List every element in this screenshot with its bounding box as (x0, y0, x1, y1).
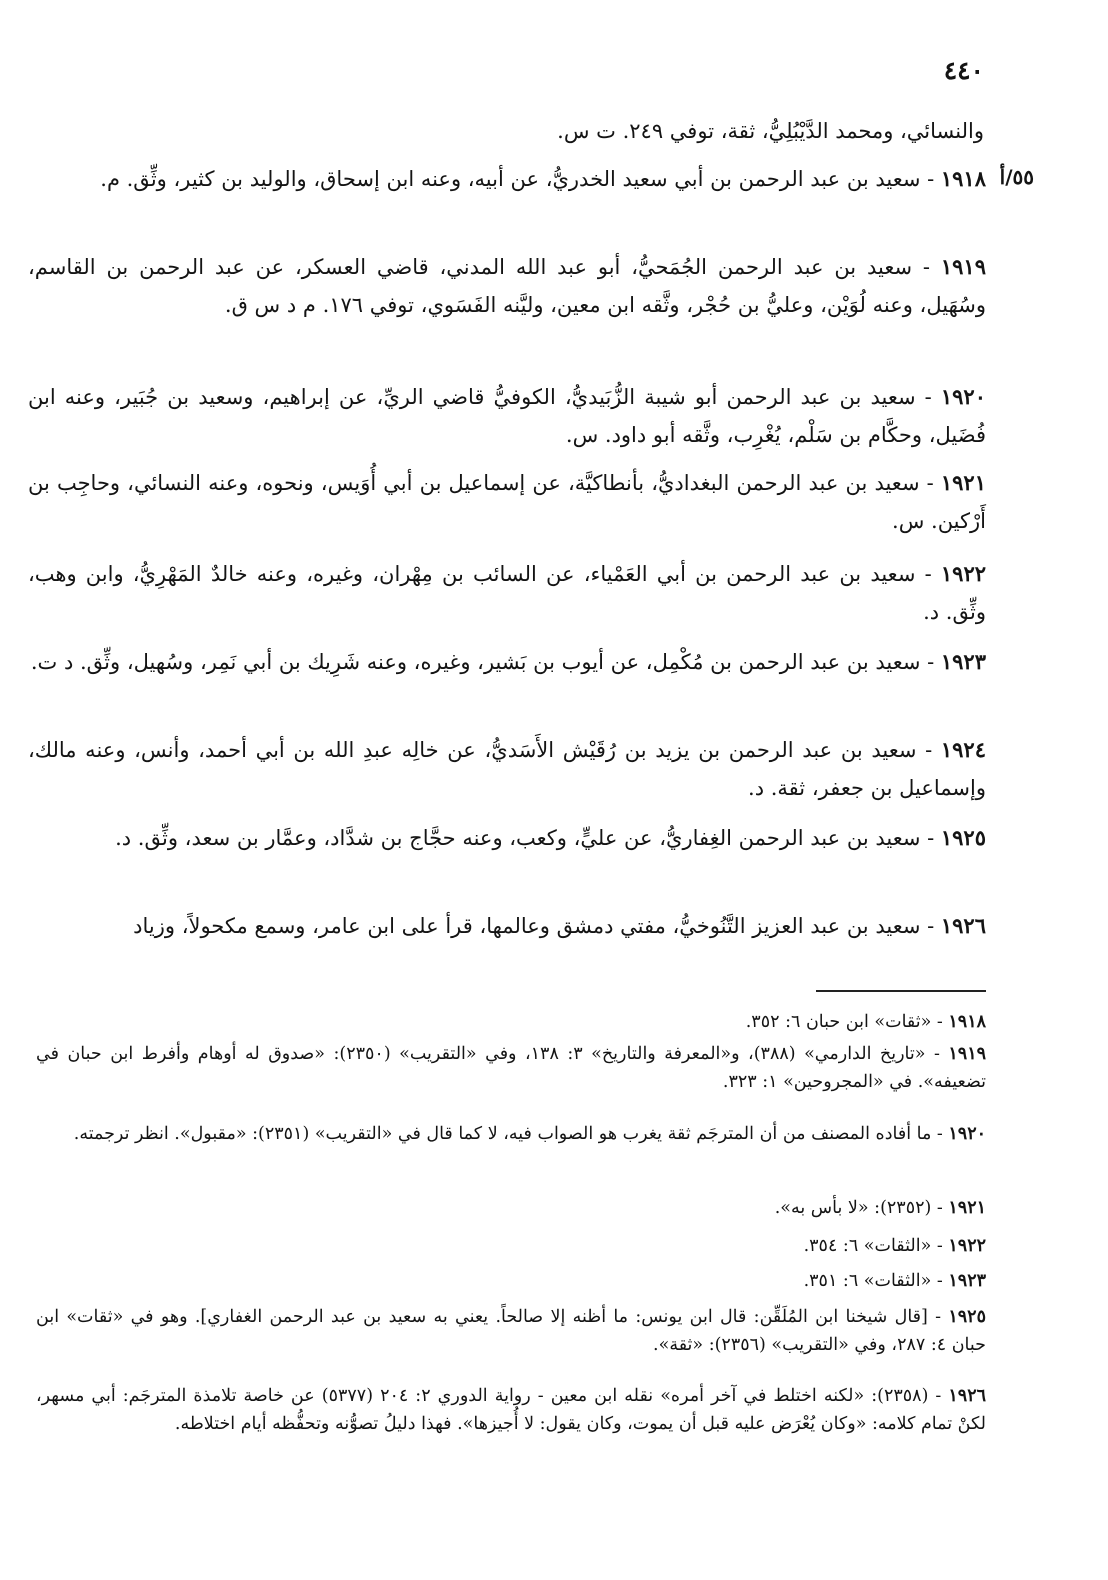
entry-number: ١٩٢٦ (940, 913, 986, 938)
manuscript-folio-marker: ٥٥/أ (999, 165, 1034, 189)
footnote-number: ١٩٢٠ (948, 1124, 986, 1144)
footnote-text: «تاريخ الدارمي» (٣٨٨)، و«المعرفة والتاريخ» ٣: ١٣٨، وفي «التقريب» (٢٣٥٠): «صدوق له أوهام وأفرط ابن حبان في تضعيفه». في «المجروحين» ١: ٣٢٣. (36, 1044, 986, 1092)
entry-number: ١٩١٨ (940, 166, 986, 191)
footnote-text: «الثقات» ٦: ٣٥٤. (803, 1236, 932, 1256)
footnote-text: «ثقات» ابن حبان ٦: ٣٥٢. (745, 1012, 932, 1032)
footnote-1922: ١٩٢٢ - «الثقات» ٦: ٣٥٤. (803, 1236, 986, 1256)
footnote-text: (٢٣٥٢): «لا بأس به». (774, 1198, 932, 1218)
entry-1923: ١٩٢٣ - سعيد بن عبد الرحمن بن مُكْمِل، عن أيوب بن بَشير، وغيره، وعنه شَرِيك بن أبي نَمِر، وسُهيل، وثِّق. د ت. (30, 649, 986, 674)
entry-number: ١٩١٩ (940, 254, 986, 279)
entry-number: ١٩٢٤ (940, 737, 986, 762)
entry-number: ١٩٢٠ (940, 384, 986, 409)
footnote-number: ١٩٢١ (948, 1198, 986, 1218)
footnote-1920: ١٩٢٠ - ما أفاده المصنف من أن المترجَم ثقة يغرب هو الصواب فيه، لا كما قال في «التقريب» (٢٣٥١): «مقبول». انظر ترجمته. (73, 1124, 986, 1144)
entry-text: سعيد بن عبد العزيز التَّنُوخيُّ، مفتي دمشق وعالمها، قرأ على ابن عامر، وسمع مكحولاً، وزياد (133, 914, 921, 938)
footnote-text: [قال شيخنا ابن المُلَقِّن: قال ابن يونس: ما أظنه إلا صالحاً. يعني به سعيد بن عبد الرحمن الغفاري]. وهو في «ثقات» ابن حبان ٤: ٢٨٧، وفي «التقريب» (٢٣٥٦): «ثقة». (36, 1307, 986, 1355)
entry-text: سعيد بن عبد الرحمن أبو شيبة الزُّبَيديُّ، الكوفيُّ قاضي الريِّ، عن إبراهيم، وسعيد بن جُبَير، وعنه ابن فُضَيل، وحكَّام بن سَلْم، يُغْرِب، وثَّقه أبو داود. س. (28, 385, 986, 447)
footnote-1923: ١٩٢٣ - «الثقات» ٦: ٣٥١. (803, 1271, 986, 1291)
entry-number: ١٩٢١ (940, 470, 986, 495)
entry-1918: ١٩١٨ - سعيد بن عبد الرحمن بن أبي سعيد الخدريُّ، عن أبيه، وعنه ابن إسحاق، والوليد بن كثير، وثِّق. م. (100, 166, 986, 191)
entry-text: سعيد بن عبد الرحمن بن مُكْمِل، عن أيوب بن بَشير، وغيره، وعنه شَرِيك بن أبي نَمِر، وسُهيل، وثِّق. د ت. (30, 650, 921, 674)
entry-1919: ١٩١٩ - سعيد بن عبد الرحمن الجُمَحيُّ، أبو عبد الله المدني، قاضي العسكر، عن عبد الرحمن بن القاسم، وسُهَيل، وعنه لُوَيْن، وعليُّ بن حُجْر، وثَّقه ابن معين، وليَّنه الفَسَوي، توفي ١٧٦. م د س ق. (28, 254, 986, 317)
footnote-text: (٢٣٥٨): «لكنه اختلط في آخر أمره» نقله ابن معين - رواية الدوري ٢: ٢٠٤ (٥٣٧٧) عن خاصة تلامذة المترجَم: أبي مسهر، لكنْ تمام كلامه: «وكان يُعْرَض عليه قبل أن يموت، وكان يقول: لا أُجيزها». فهذا دليلُ تصوُّنه وتحفُّظه أيام اختلاطه. (36, 1386, 986, 1434)
footnote-number: ١٩١٨ (948, 1012, 986, 1032)
footnote-number: ١٩٢٥ (948, 1307, 986, 1327)
footnote-text: «الثقات» ٦: ٣٥١. (803, 1271, 932, 1291)
entry-1922: ١٩٢٢ - سعيد بن عبد الرحمن بن أبي العَمْياء، عن السائب بن مِهْران، وغيره، وعنه خالدٌ المَهْرِيُّ، وابن وهب، وثِّق. د. (28, 561, 987, 624)
footnote-1918: ١٩١٨ - «ثقات» ابن حبان ٦: ٣٥٢. (745, 1012, 986, 1032)
entry-text: سعيد بن عبد الرحمن البغداديُّ، بأنطاكيَّة، عن إسماعيل بن أبي أُوَيس، ونحوه، وعنه النسائي، وحاجِب بن أَرْكين. س. (28, 471, 986, 533)
continuation-text: والنسائي، ومحمد الدَّيْبُلِيُّ، ثقة، توفي ٢٤٩. ت س. (557, 119, 984, 143)
footnote-number: ١٩٢٦ (948, 1386, 987, 1406)
entry-1921: ١٩٢١ - سعيد بن عبد الرحمن البغداديُّ، بأنطاكيَّة، عن إسماعيل بن أبي أُوَيس، ونحوه، وعنه النسائي، وحاجِب بن أَرْكين. س. (28, 470, 986, 533)
entry-text: سعيد بن عبد الرحمن بن أبي العَمْياء، عن السائب بن مِهْران، وغيره، وعنه خالدٌ المَهْرِيُّ، وابن وهب، وثِّق. د. (28, 562, 986, 624)
footnote-separator (816, 990, 986, 992)
footnote-text: ما أفاده المصنف من أن المترجَم ثقة يغرب هو الصواب فيه، لا كما قال في «التقريب» (٢٣٥١): «مقبول». انظر ترجمته. (73, 1124, 932, 1144)
page-number: ٤٤٠ (943, 56, 984, 85)
entry-1924: ١٩٢٤ - سعيد بن عبد الرحمن بن يزيد بن رُقَيْش الأَسَديُّ، عن خالِه عبدِ الله بن أبي أحمد، وأنس، وعنه مالك، وإسماعيل بن جعفر، ثقة. د. (28, 737, 986, 800)
entry-number: ١٩٢٥ (940, 825, 986, 850)
footnote-1921: ١٩٢١ - (٢٣٥٢): «لا بأس به». (774, 1198, 986, 1218)
entry-text: سعيد بن عبد الرحمن بن أبي سعيد الخدريُّ، عن أبيه، وعنه ابن إسحاق، والوليد بن كثير، وثِّق. م. (100, 167, 921, 191)
footnote-number: ١٩٢٢ (948, 1236, 986, 1256)
footnote-number: ١٩٢٣ (948, 1271, 986, 1291)
footnote-1925: ١٩٢٥ - [قال شيخنا ابن المُلَقِّن: قال ابن يونس: ما أظنه إلا صالحاً. يعني به سعيد بن عبد الرحمن الغفاري]. وهو في «ثقات» ابن حبان ٤: ٢٨٧، وفي «التقريب» (٢٣٥٦): «ثقة». (36, 1307, 986, 1355)
entry-1925: ١٩٢٥ - سعيد بن عبد الرحمن الغِفاريُّ، عن عليٍّ، وكعب، وعنه حجَّاج بن شدَّاد، وعمَّار بن سعد، وثِّق. د. (115, 825, 986, 850)
entry-1920: ١٩٢٠ - سعيد بن عبد الرحمن أبو شيبة الزُّبَيديُّ، الكوفيُّ قاضي الريِّ، عن إبراهيم، وسعيد بن جُبَير، وعنه ابن فُضَيل، وحكَّام بن سَلْم، يُغْرِب، وثَّقه أبو داود. س. (28, 384, 986, 447)
entry-number: ١٩٢٢ (940, 561, 987, 586)
footnote-1919: ١٩١٩ - «تاريخ الدارمي» (٣٨٨)، و«المعرفة والتاريخ» ٣: ١٣٨، وفي «التقريب» (٢٣٥٠): «صدوق له أوهام وأفرط ابن حبان في تضعيفه». في «المجروحين» ١: ٣٢٣. (36, 1044, 986, 1092)
entry-number: ١٩٢٣ (940, 649, 986, 674)
entry-text: سعيد بن عبد الرحمن بن يزيد بن رُقَيْش الأَسَديُّ، عن خالِه عبدِ الله بن أبي أحمد، وأنس، وعنه مالك، وإسماعيل بن جعفر، ثقة. د. (28, 738, 986, 800)
footnote-1926: ١٩٢٦ - (٢٣٥٨): «لكنه اختلط في آخر أمره» نقله ابن معين - رواية الدوري ٢: ٢٠٤ (٥٣٧٧) عن خاصة تلامذة المترجَم: أبي مسهر، لكنْ تمام كلامه: «وكان يُعْرَض عليه قبل أن يموت، وكان يقول: لا أُجيزها». فهذا دليلُ تصوُّنه وتحفُّظه أيام اختلاطه. (36, 1386, 987, 1434)
entry-1926: ١٩٢٦ - سعيد بن عبد العزيز التَّنُوخيُّ، مفتي دمشق وعالمها، قرأ على ابن عامر، وسمع مكحولاً، وزياد (133, 913, 986, 938)
entry-text: سعيد بن عبد الرحمن الغِفاريُّ، عن عليٍّ، وكعب، وعنه حجَّاج بن شدَّاد، وعمَّار بن سعد، وثِّق. د. (115, 826, 921, 850)
entry-text: سعيد بن عبد الرحمن الجُمَحيُّ، أبو عبد الله المدني، قاضي العسكر، عن عبد الرحمن بن القاسم، وسُهَيل، وعنه لُوَيْن، وعليُّ بن حُجْر، وثَّقه ابن معين، وليَّنه الفَسَوي، توفي ١٧٦. م د س ق. (28, 255, 986, 317)
footnote-number: ١٩١٩ (948, 1044, 986, 1064)
